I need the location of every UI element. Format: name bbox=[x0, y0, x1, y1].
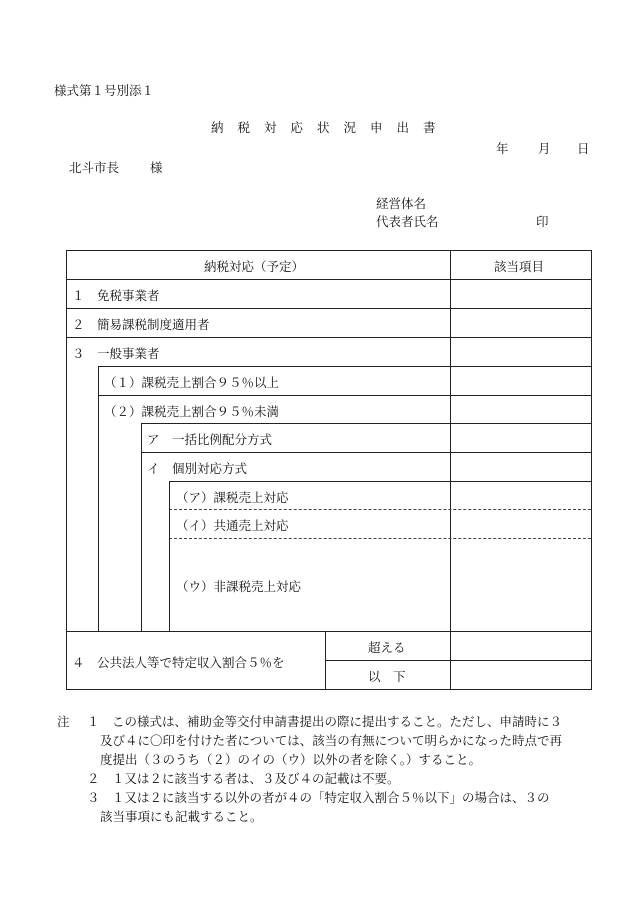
row-divider bbox=[66, 337, 592, 338]
row-public-corporation: ４ 公共法人等で特定収入割合５％を bbox=[72, 655, 285, 670]
indent-line-level2 bbox=[141, 423, 142, 632]
form-title-char: 対 bbox=[264, 120, 277, 135]
note-3-line1: １又は２に該当する以外の者が４の「特定収入割合５％以下」の場合は、３の bbox=[112, 790, 550, 805]
note-1-number: １ bbox=[87, 714, 100, 729]
table-header-right: 該当項目 bbox=[494, 259, 545, 274]
form-title-char: 書 bbox=[423, 120, 436, 135]
date-day: 日 bbox=[577, 141, 590, 156]
table-column-divider bbox=[450, 250, 451, 690]
form-number: 様式第１号別添１ bbox=[54, 83, 155, 98]
note-3-number: ３ bbox=[87, 790, 100, 805]
note-1-line1: この様式は、補助金等交付申請書提出の際に提出すること。ただし、申請時に３ bbox=[112, 714, 563, 729]
row-divider bbox=[141, 423, 592, 424]
table-border-bottom bbox=[66, 689, 592, 690]
form-title-char: 応 bbox=[290, 120, 304, 135]
date-year: 年 bbox=[496, 141, 509, 156]
row-individual-method: イ 個別対応方式 bbox=[147, 461, 248, 476]
addressee-suffix: 様 bbox=[150, 160, 163, 175]
row-taxable-ratio-over95: （１）課税売上割合９５％以上 bbox=[104, 375, 280, 390]
form-title-char: 状 bbox=[317, 120, 330, 135]
addressee-name: 北斗市長 bbox=[69, 160, 120, 175]
note-2-line1: １又は２に該当する者は、３及び４の記載は不要。 bbox=[112, 771, 400, 786]
row-divider bbox=[169, 481, 592, 482]
row-taxable-sales: （ア）課税売上対応 bbox=[176, 490, 289, 505]
row-taxable-ratio-under95: （２）課税売上割合９５％未満 bbox=[104, 404, 280, 419]
dashed-row-divider bbox=[169, 538, 591, 539]
note-3-line2: 該当事項にも記載すること。 bbox=[100, 809, 263, 824]
form-title-char: 出 bbox=[396, 120, 410, 135]
date-month: 月 bbox=[538, 141, 551, 156]
row-divider bbox=[66, 279, 592, 280]
form-title-char: 申 bbox=[370, 120, 383, 135]
form-title-char: 税 bbox=[237, 120, 251, 135]
row-common-sales: （イ）共通売上対応 bbox=[176, 518, 289, 533]
form-title bbox=[211, 118, 450, 136]
row-general-business: ３ 一般事業者 bbox=[72, 346, 160, 361]
table-border-right bbox=[591, 250, 592, 690]
row-public-over: 超える bbox=[368, 640, 406, 655]
row-lump-sum-method: ア 一括比例配分方式 bbox=[147, 432, 273, 447]
form-title-char: 況 bbox=[343, 120, 357, 135]
form-title-text bbox=[211, 120, 450, 135]
dashed-row-divider bbox=[169, 509, 591, 510]
row-exempt-business: １ 免税事業者 bbox=[72, 288, 160, 303]
table-border-top bbox=[66, 250, 592, 251]
row-divider bbox=[98, 366, 592, 367]
seal-mark: 印 bbox=[536, 214, 549, 229]
row-simplified-taxation: ２ 簡易課税制度適用者 bbox=[72, 317, 210, 332]
note-1-line2: 及び４に〇印を付けた者については、該当の有無について明らかになった時点で再 bbox=[100, 733, 563, 748]
note-2-number: ２ bbox=[87, 771, 100, 786]
indent-line-level3 bbox=[169, 481, 170, 632]
row-divider bbox=[141, 452, 592, 453]
notes-label: 注 bbox=[57, 714, 70, 729]
row-divider bbox=[325, 660, 592, 661]
row-public-under: 以 下 bbox=[368, 669, 406, 684]
form-title-char: 納 bbox=[211, 120, 224, 135]
table-header-left: 納税対応（予定） bbox=[204, 259, 305, 274]
row-divider bbox=[66, 308, 592, 309]
row-divider bbox=[66, 631, 592, 632]
entity-name-label: 経営体名 bbox=[376, 196, 427, 211]
representative-name-label: 代表者氏名 bbox=[376, 214, 439, 229]
row-nontaxable-sales: （ウ）非課税売上対応 bbox=[176, 579, 302, 594]
row4-column-divider bbox=[325, 631, 326, 690]
row-divider bbox=[98, 395, 592, 396]
indent-line-level1 bbox=[98, 366, 99, 632]
note-1-line3: 度提出（３のうち（２）のイの（ウ）以外の者を除く。）すること。 bbox=[100, 752, 482, 767]
table-border-left bbox=[66, 250, 67, 690]
